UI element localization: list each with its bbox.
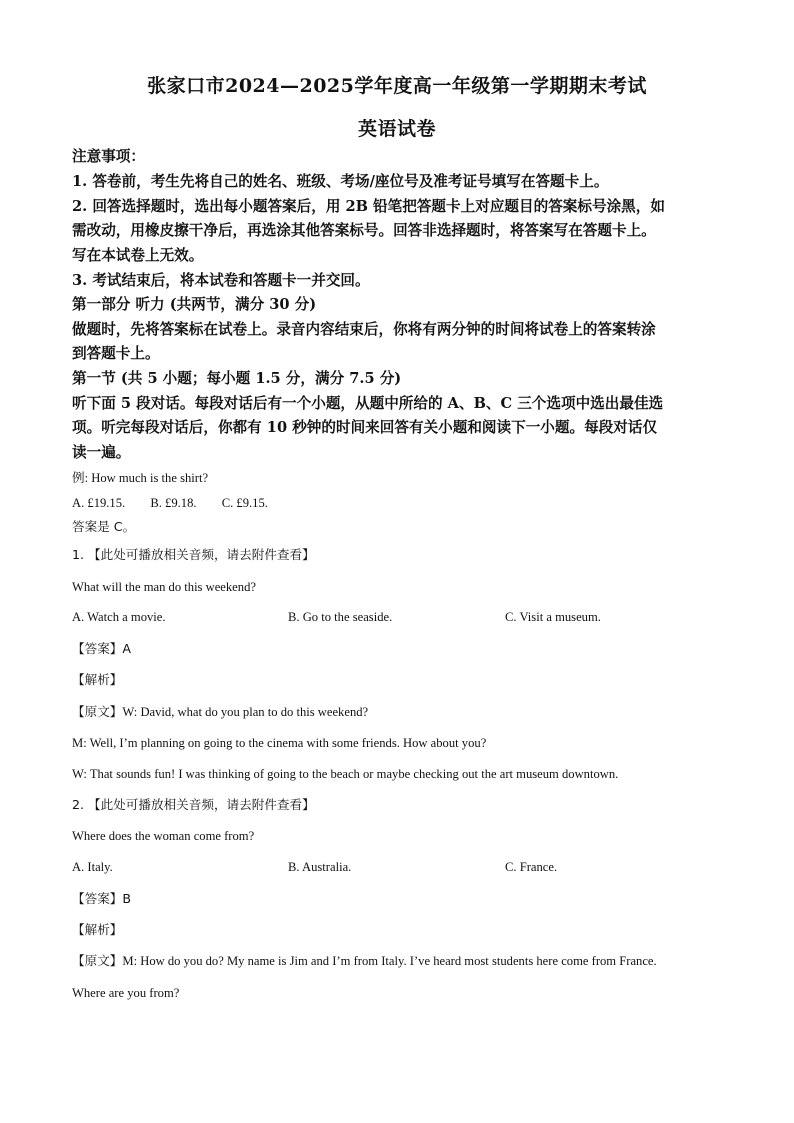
example-answer: 答案是 C。 [72,519,136,534]
q1-audio-note: 1. 【此处可播放相关音频，请去附件查看】 [72,547,315,562]
notice-item-1: 1. 答卷前，考生先将自己的姓名、班级、考场/座位号及准考证号填写在答题卡上。 [72,173,609,190]
q1-option-b: B. Go to the seaside. [288,610,393,624]
q2-option-a: A. Italy. [72,860,113,874]
q1-option-a: A. Watch a movie. [72,610,166,624]
part1-instruction-line-2: 到答题卡上。 [72,345,160,362]
q1-answer: 【答案】A [72,641,131,656]
q2-script-line-2: Where are you from? [72,986,180,1000]
part1-instruction-line-1: 做题时，先将答案标在试卷上。录音内容结束后，你将有两分钟的时间将试卷上的答案转涂 [72,321,656,338]
notice-heading: 注意事项： [72,148,145,165]
exam-title: 张家口市2024—2025学年度高一年级第一学期期末考试 [147,75,647,97]
q2-audio-note: 2. 【此处可播放相关音频，请去附件查看】 [72,797,315,812]
q1-option-c: C. Visit a museum. [505,610,601,624]
example-options: A. £19.15. B. £9.18. C. £9.15. [72,496,268,510]
q2-script-line-1: 【原文】M: How do you do? My name is Jim and I’m from Italy. I’ve heard most students here come from France. [72,954,657,968]
example-question: 例: How much is the shirt? [72,471,209,485]
notice-item-3: 3. 考试结束后，将本试卷和答题卡一并交回。 [72,272,370,289]
exam-subtitle: 英语试卷 [357,118,436,140]
part1-heading: 第一部分 听力 (共两节，满分 30 分) [72,296,317,313]
q2-option-c: C. France. [505,860,558,874]
section1-instruction-line-1: 听下面 5 段对话。每段对话后有一个小题，从题中所给的 A、B、C 三个选项中选出最佳选 [72,395,664,412]
notice-item-2-line-3: 写在本试卷上无效。 [72,247,204,264]
q1-script-line-2: M: Well, I’m planning on going to the cinema with some friends. How about you? [72,736,487,750]
q2-question: Where does the woman come from? [72,829,255,843]
section1-heading: 第一节 (共 5 小题；每小题 1.5 分，满分 7.5 分) [72,370,402,387]
q1-analysis: 【解析】 [72,672,123,687]
q1-script-line-1: 【原文】W: David, what do you plan to do this weekend? [72,705,369,719]
section1-instruction-line-2: 项。听完每段对话后，你都有 10 秒钟的时间来回答有关小题和阅读下一小题。每段对话仅 [72,419,658,436]
section1-instruction-line-3: 读一遍。 [72,444,131,461]
q1-script-line-3: W: That sounds fun! I was thinking of going to the beach or maybe checking out the art museum downtown. [72,767,619,781]
q2-option-b: B. Australia. [288,860,352,874]
q2-answer: 【答案】B [72,891,132,906]
notice-item-2-line-1: 2. 回答选择题时，选出每小题答案后，用 2B 铅笔把答题卡上对应题目的答案标号涂黑，如 [72,198,665,215]
q2-analysis: 【解析】 [72,922,123,937]
q1-question: What will the man do this weekend? [72,580,256,594]
notice-item-2-line-2: 需改动，用橡皮擦干净后，再选涂其他答案标号。回答非选择题时，将答案写在答题卡上。 [72,222,656,239]
